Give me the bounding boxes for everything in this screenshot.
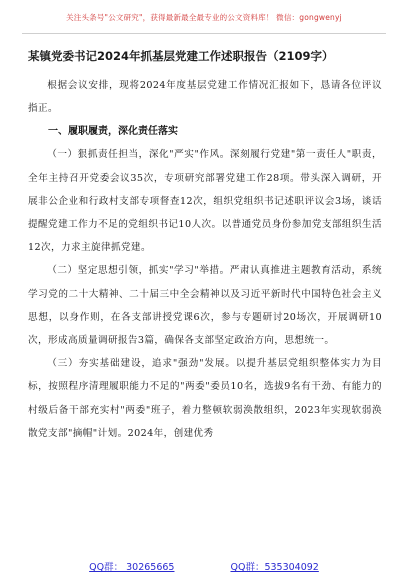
document-page: [28, 48, 382, 445]
top-banner: [0, 0, 408, 36]
qq-group-link-2[interactable]: QQ群：535304092: [230, 562, 319, 573]
header-divider: [22, 33, 386, 34]
section-heading: 一、履职履责，深化责任落实: [48, 126, 178, 138]
document-title: 某镇党委书记2024年抓基层党建工作述职报告（2109字）: [28, 49, 334, 63]
body-paragraph-2: （二）坚定思想引领，抓实"学习"举措。严肃认真推进主题教育活动，系统学习党的二十大精神、二十届三中全会精神以及习近平新时代中国特色社会主义思想，以身作则，在各支部讲授党课6次，参与专题研讨20场次，开展调研10次，形成高质量调研报告3篇，确保各支部坚定政治方向，思想统一。: [28, 265, 382, 347]
footer: [0, 559, 408, 573]
qq-group-link-1[interactable]: QQ群： 30265665: [89, 562, 175, 573]
body-paragraph-3: （三）夯实基础建设，追求"强劲"发展。以提升基层党组织整体实力为目标，按照程序清理履职能力不足的"两委"委员10名，选拔9名有干劲、有能力的村级后备干部充实村"两委"班子，着力整顿软弱涣散组织，2023年实现软弱涣散党支部"摘帽"计划。2024年，创建优秀: [28, 358, 382, 439]
intro-paragraph: 根据会议安排，现将2024年度基层党建工作情况汇报如下，恳请各位评议指正。: [28, 80, 382, 115]
body-paragraph-1: （一）狠抓责任担当，深化"严实"作风。深刻履行党建"第一责任人"职责，全年主持召开党委会议35次，专项研究部署党建工作28项。带头深入调研，开展非公企业和行政村支部专项督查12次，组织党组织书记述职评议会3场，谈话提醒党建工作力不足的党组织书记10人次。以普通党员身份参加党支部组织生活12次，力求主旋律抓党建。: [28, 149, 382, 254]
banner-promo-text: 关注头条号"公文研究"，获得最新最全最专业的公文资料库！ 微信：gongwenyj: [66, 13, 342, 22]
